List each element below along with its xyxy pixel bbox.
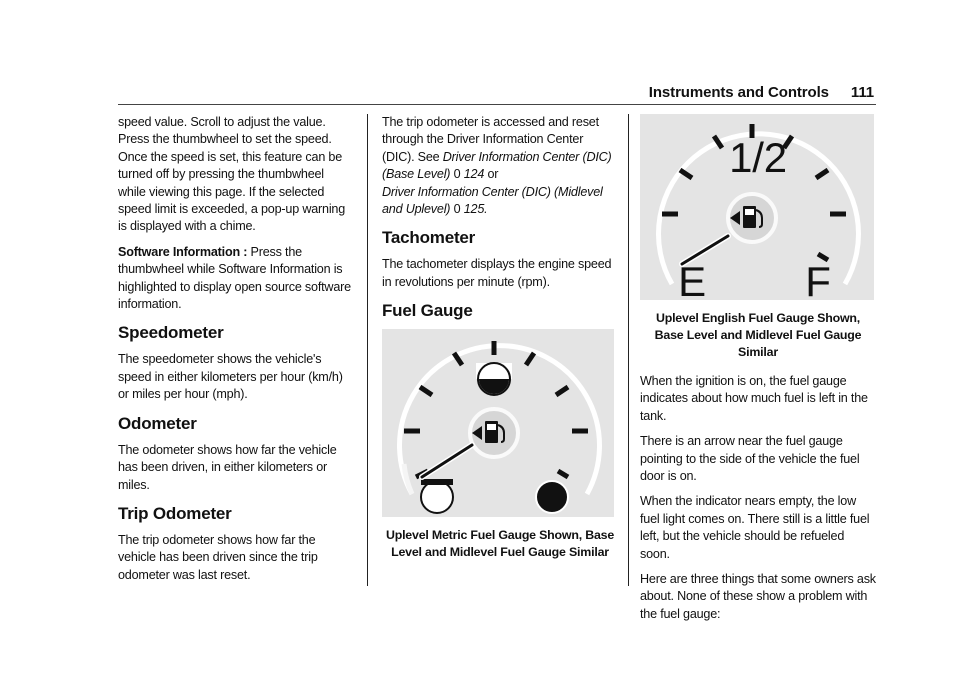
column-divider (628, 114, 629, 586)
paragraph: The trip odometer is accessed and reset through the Driver Information Center (DIC). See Driver Information Center (DIC) (Base Level) 0 124 or Driver Information Center (DIC) (Midlevel and Uplevel) 0 125. (382, 115, 612, 217)
half-label: 1/2 (729, 134, 787, 181)
tachometer-heading: Tachometer (382, 228, 476, 248)
paragraph: The odometer shows how far the vehicle has been driven, in either kilometers or miles. (118, 442, 337, 492)
paragraph: There is an arrow near the fuel gauge pointing to the side of the vehicle the fuel door is on. (640, 434, 860, 484)
software-text: Press the thumbwheel while Software Information is highlighted to display open source software information. (118, 244, 351, 312)
trip-odometer-heading: Trip Odometer (118, 503, 232, 523)
fuel-gauge-heading: Fuel Gauge (382, 301, 473, 321)
speedometer-heading: Speedometer (118, 323, 224, 343)
paragraph: The tachometer displays the engine speed in revolutions per minute (rpm). (382, 257, 612, 289)
paragraph: speed value. Scroll to adjust the value. Press the thumbwheel to set the speed. Once the speed is set, this feature can be turned off by pressing the thumbwheel while viewing this page. If the selected speed limit is exceeded, a pop-up warning is displayed with a chime. (118, 115, 346, 234)
header-rule (118, 104, 876, 105)
paragraph (118, 244, 354, 314)
page-number: 111 (850, 84, 874, 101)
figure-caption: Uplevel English Fuel Gauge Shown, Base Level and Midlevel Fuel Gauge Similar (654, 311, 862, 359)
page-ref-icon: 0 (453, 202, 461, 217)
paragraph: When the ignition is on, the fuel gauge indicates about how much fuel is left in the tank. (640, 374, 868, 423)
figure-caption: Uplevel Metric Fuel Gauge Shown, Base Level and Midlevel Fuel Gauge Similar (385, 528, 615, 560)
english-fuel-gauge-illustration (640, 114, 874, 300)
text: or (484, 167, 499, 182)
page-ref[interactable]: 124 (463, 167, 485, 182)
cross-ref-link[interactable]: Driver Information Center (DIC) (Midlevel and Uplevel) (382, 184, 603, 217)
paragraph: The speedometer shows the vehicle's speed in either kilometers per hour (km/h) or miles per hour (mph). (118, 352, 343, 402)
column-2 (382, 114, 618, 573)
column-1 (118, 114, 354, 592)
text: The trip odometer is accessed and reset through the Driver Information Center (DIC). See (382, 115, 599, 164)
column-3 (640, 114, 876, 631)
paragraph: Here are three things that some owners ask about. None of these show a problem with the fuel gauge: (640, 572, 876, 621)
paragraph: When the indicator nears empty, the low fuel light comes on. There still is a little fuel left, but the vehicle should be refueled soon. (640, 494, 870, 561)
column-divider (367, 114, 368, 586)
software-label: Software Information : (118, 244, 248, 259)
metric-fuel-gauge-illustration (382, 329, 614, 517)
odometer-heading: Odometer (118, 413, 197, 433)
page-ref[interactable]: 125 (463, 202, 485, 217)
paragraph: The trip odometer shows how far the vehicle has been driven since the trip odometer was last reset. (118, 532, 318, 582)
cross-ref-link[interactable]: Driver Information Center (DIC) (Base Level) (382, 149, 612, 182)
full-label: F (805, 258, 831, 300)
english-fuel-gauge-figure (640, 114, 874, 300)
metric-fuel-gauge-figure (382, 329, 614, 517)
page-ref-icon: 0 (453, 167, 461, 182)
section-title: Instruments and Controls (648, 84, 829, 101)
empty-label: E (678, 258, 706, 300)
page-header (649, 84, 874, 101)
